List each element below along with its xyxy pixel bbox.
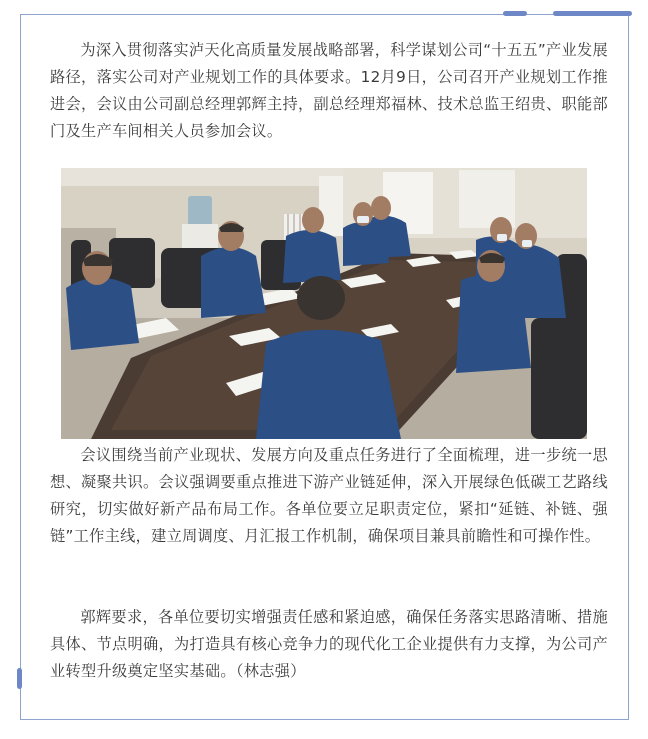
article-paragraph-3: 郭辉要求，各单位要切实增强责任感和紧迫感，确保任务落实思路清晰、措施具体、节点明确，为打造具有核心竞争力的现代化工企业提供有力支撑，为公司产业转型升级奠定坚实基础。（林志强）	[50, 608, 608, 680]
decor-bar-top-short	[503, 11, 527, 16]
article-paragraph-2: 会议围绕当前产业现状、发展方向及重点任务进行了全面梳理，进一步统一思想、凝聚共识。会议强调要重点推进下游产业链延伸，深入开展绿色低碳工艺路线研究，切实做好新产品布局工作。各单位要立足职责定位，紧扣“延链、补链、强链”工作主线，建立周调度、月汇报工作机制，确保项目兼具前瞻性和可操作性。	[50, 446, 608, 545]
decor-bar-top-long	[553, 11, 632, 16]
article-paragraph-1: 为深入贯彻落实泸天化高质量发展战略部署，科学谋划公司“十五五”产业发展路径，落实公司对产业规划工作的具体要求。12月9日，公司召开产业规划工作推进会，会议由公司副总经理郭辉主持，副总经理郑福林、技术总监王绍贵、职能部门及生产车间相关人员参加会议。	[50, 41, 608, 140]
meeting-photo	[61, 168, 587, 439]
decor-bar-left	[17, 668, 22, 689]
